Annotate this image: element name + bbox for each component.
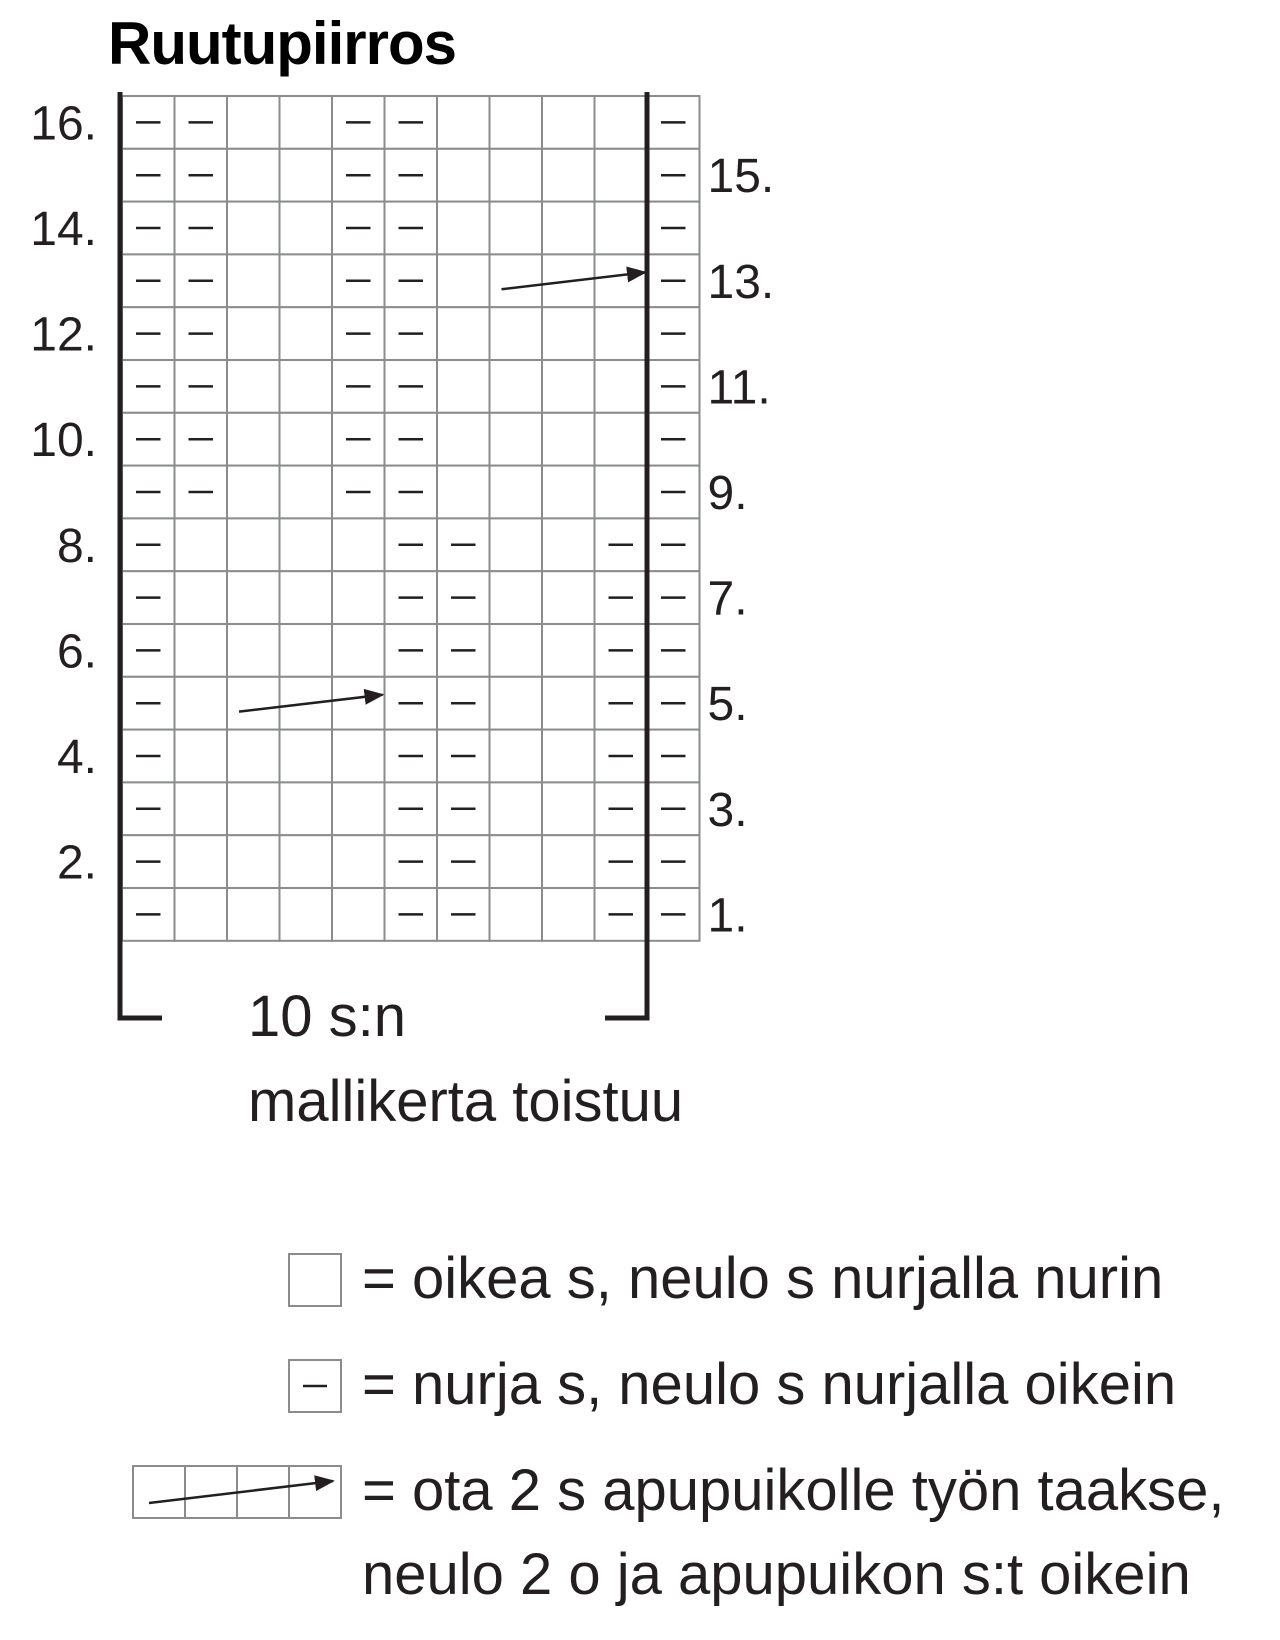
chart-cell: [227, 307, 280, 360]
legend-cable-cell: [133, 1466, 185, 1518]
chart-cell: [332, 730, 385, 783]
chart-cell: [490, 360, 543, 413]
chart-cell: [227, 466, 280, 519]
chart-cell: [542, 96, 595, 149]
chart-cells: [122, 96, 700, 941]
chart-cell: [490, 571, 543, 624]
chart-cell: [227, 413, 280, 466]
chart-cell: [595, 307, 648, 360]
chart-cell: [227, 360, 280, 413]
chart-cell: [227, 96, 280, 149]
legend-cable-cell: [185, 1466, 237, 1518]
chart-cell: [280, 730, 333, 783]
chart-cell: [542, 413, 595, 466]
chart-cell: [227, 835, 280, 888]
chart-cell: [542, 202, 595, 255]
chart-cell: [490, 677, 543, 730]
chart-cell: [332, 624, 385, 677]
legend-cable-text-line1: = ota 2 s apupuikolle työn taakse,: [362, 1458, 1225, 1523]
legend-symbols: [133, 1254, 341, 1518]
left-row-label: 14.: [30, 203, 97, 256]
chart-cell: [332, 677, 385, 730]
chart-cell: [227, 254, 280, 307]
chart-cell: [280, 624, 333, 677]
chart-cell: [280, 307, 333, 360]
left-row-label: 2.: [56, 836, 97, 890]
chart-cell: [490, 888, 543, 941]
chart-cell: [280, 888, 333, 941]
chart-cell: [280, 466, 333, 519]
legend-empty-square: [289, 1254, 341, 1306]
chart-cell: [437, 360, 490, 413]
left-row-label: 4.: [56, 731, 97, 784]
left-row-label: 6.: [56, 625, 97, 679]
right-row-label: 7.: [707, 572, 748, 626]
chart-cell: [490, 730, 543, 783]
chart-cell: [280, 782, 333, 835]
chart-cell: [542, 624, 595, 677]
chart-cell: [175, 677, 228, 730]
chart-cell: [595, 413, 648, 466]
chart-cell: [490, 254, 543, 307]
chart-cell: [280, 835, 333, 888]
left-row-label: 12.: [30, 308, 97, 362]
chart-cell: [490, 518, 543, 571]
chart-cell: [332, 888, 385, 941]
chart-cell: [490, 202, 543, 255]
chart-cell: [280, 96, 333, 149]
chart-cell: [437, 96, 490, 149]
chart-cell: [227, 782, 280, 835]
chart-cell: [280, 149, 333, 202]
repeat-label-line2: mallikerta toistuu: [248, 1069, 684, 1134]
chart-cell: [280, 360, 333, 413]
left-row-label: 16.: [30, 97, 97, 151]
right-row-label: 13.: [707, 255, 775, 309]
chart-cell: [595, 466, 648, 519]
chart-cell: [227, 888, 280, 941]
chart-cell: [595, 202, 648, 255]
right-row-label: 11.: [707, 361, 771, 415]
chart-cell: [280, 413, 333, 466]
chart-cell: [280, 571, 333, 624]
chart-cell: [280, 254, 333, 307]
chart-cell: [595, 96, 648, 149]
legend-empty-text: = oikea s, neulo s nurjalla nurin: [362, 1246, 1164, 1311]
chart-cell: [227, 624, 280, 677]
chart-cell: [490, 835, 543, 888]
chart-cell: [227, 149, 280, 202]
chart-cell: [437, 254, 490, 307]
chart-cell: [542, 149, 595, 202]
chart-cell: [437, 202, 490, 255]
chart-cell: [437, 307, 490, 360]
chart-cell: [332, 518, 385, 571]
chart-cell: [490, 413, 543, 466]
legend-cable-cell: [289, 1466, 341, 1518]
right-row-label: 1.: [707, 889, 748, 943]
chart-cell: [542, 571, 595, 624]
chart-cell: [490, 624, 543, 677]
chart-cell: [175, 782, 228, 835]
chart-cell: [437, 413, 490, 466]
chart-cell: [490, 782, 543, 835]
chart-cell: [595, 149, 648, 202]
chart-cell: [175, 624, 228, 677]
chart-cell: [490, 149, 543, 202]
chart-cell: [227, 730, 280, 783]
chart-cell: [542, 782, 595, 835]
chart-cell: [542, 307, 595, 360]
chart-cell: [437, 149, 490, 202]
chart-cell: [542, 518, 595, 571]
chart-cell: [437, 466, 490, 519]
right-row-labels: [708, 150, 775, 942]
chart-cell: [175, 571, 228, 624]
right-row-label: 3.: [707, 783, 748, 837]
chart-cell: [227, 518, 280, 571]
chart-cell: [175, 835, 228, 888]
repeat-label-line1: 10 s:n: [248, 984, 406, 1049]
chart-cell: [227, 571, 280, 624]
chart-cell: [227, 202, 280, 255]
chart-cell: [542, 677, 595, 730]
chart-cell: [332, 782, 385, 835]
left-row-label: 10.: [30, 414, 97, 468]
chart-cell: [175, 888, 228, 941]
chart-cell: [542, 360, 595, 413]
left-row-labels: [30, 97, 97, 889]
right-row-label: 5.: [707, 678, 748, 732]
chart-cell: [542, 730, 595, 783]
chart-cell: [280, 202, 333, 255]
chart-cell: [542, 835, 595, 888]
chart-cell: [595, 360, 648, 413]
chart-title: Ruutupiirros: [108, 10, 456, 77]
chart-cell: [175, 518, 228, 571]
chart-cell: [490, 466, 543, 519]
chart-cell: [332, 571, 385, 624]
chart-cell: [490, 96, 543, 149]
chart-cell: [542, 466, 595, 519]
left-row-label: 8.: [56, 519, 97, 573]
legend-cable-text-line2: neulo 2 o ja apupuikon s:t oikein: [362, 1542, 1191, 1607]
right-row-label: 9.: [707, 467, 748, 520]
chart-cell: [595, 254, 648, 307]
legend-purl-text: = nurja s, neulo s nurjalla oikein: [362, 1352, 1177, 1417]
right-row-label: 15.: [707, 150, 775, 204]
chart-cell: [542, 888, 595, 941]
chart-cell: [490, 307, 543, 360]
chart-cell: [175, 730, 228, 783]
chart-cell: [280, 518, 333, 571]
chart-cell: [227, 677, 280, 730]
chart-cell: [332, 835, 385, 888]
